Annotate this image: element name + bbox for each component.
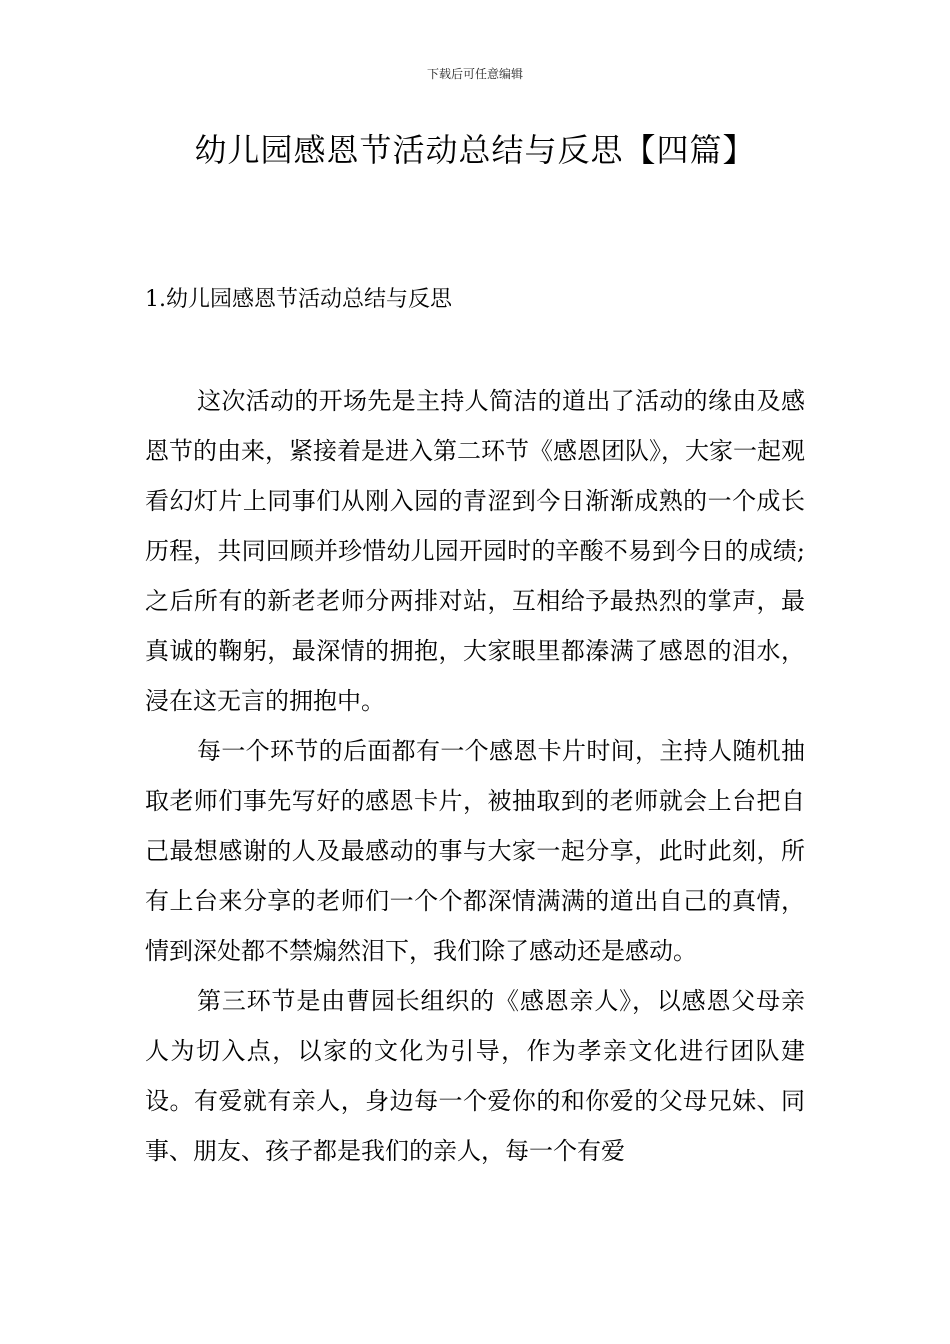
document-title: 幼儿园感恩节活动总结与反思【四篇】 [194,131,756,169]
header-note: 下载后可任意编辑 [426,67,523,81]
paragraph-3: 第三环节是由曹园长组织的《感恩亲人》，以感恩父母亲人为切入点，以家的文化为引导，作为孝亲文化进行团队建设。有爱就有亲人，身边每一个爱你的和你爱的父母兄妹、同事、朋友、孩子都是我们的亲人，每一个有爱 [145,987,805,1165]
paragraph-1: 这次活动的开场先是主持人简洁的道出了活动的缘由及感恩节的由来，紧接着是进入第二环节《感恩团队》，大家一起观看幻灯片上同事们从刚入园的青涩到今日渐渐成熟的一个成长历程，共同回顾并珍惜幼儿园开园时的辛酸不易到今日的成绩;之后所有的新老老师分两排对站，互相给予最热烈的掌声，最真诚的鞠躬，最深情的拥抱，大家眼里都溱满了感恩的泪水，浸在这无言的拥抱中。 [145,387,805,715]
section-heading: 1.幼儿园感恩节活动总结与反思 [145,287,452,312]
section-body [145,376,805,1176]
paragraph-2: 每一个环节的后面都有一个感恩卡片时间，主持人随机抽取老师们事先写好的感恩卡片，被抽取到的老师就会上台把自己最想感谢的人及最感动的事与大家一起分享，此时此刻，所有上台来分享的老师们一个个都深情满满的道出自己的真情，情到深处都不禁煽然泪下，我们除了感动还是感动。 [145,737,805,965]
